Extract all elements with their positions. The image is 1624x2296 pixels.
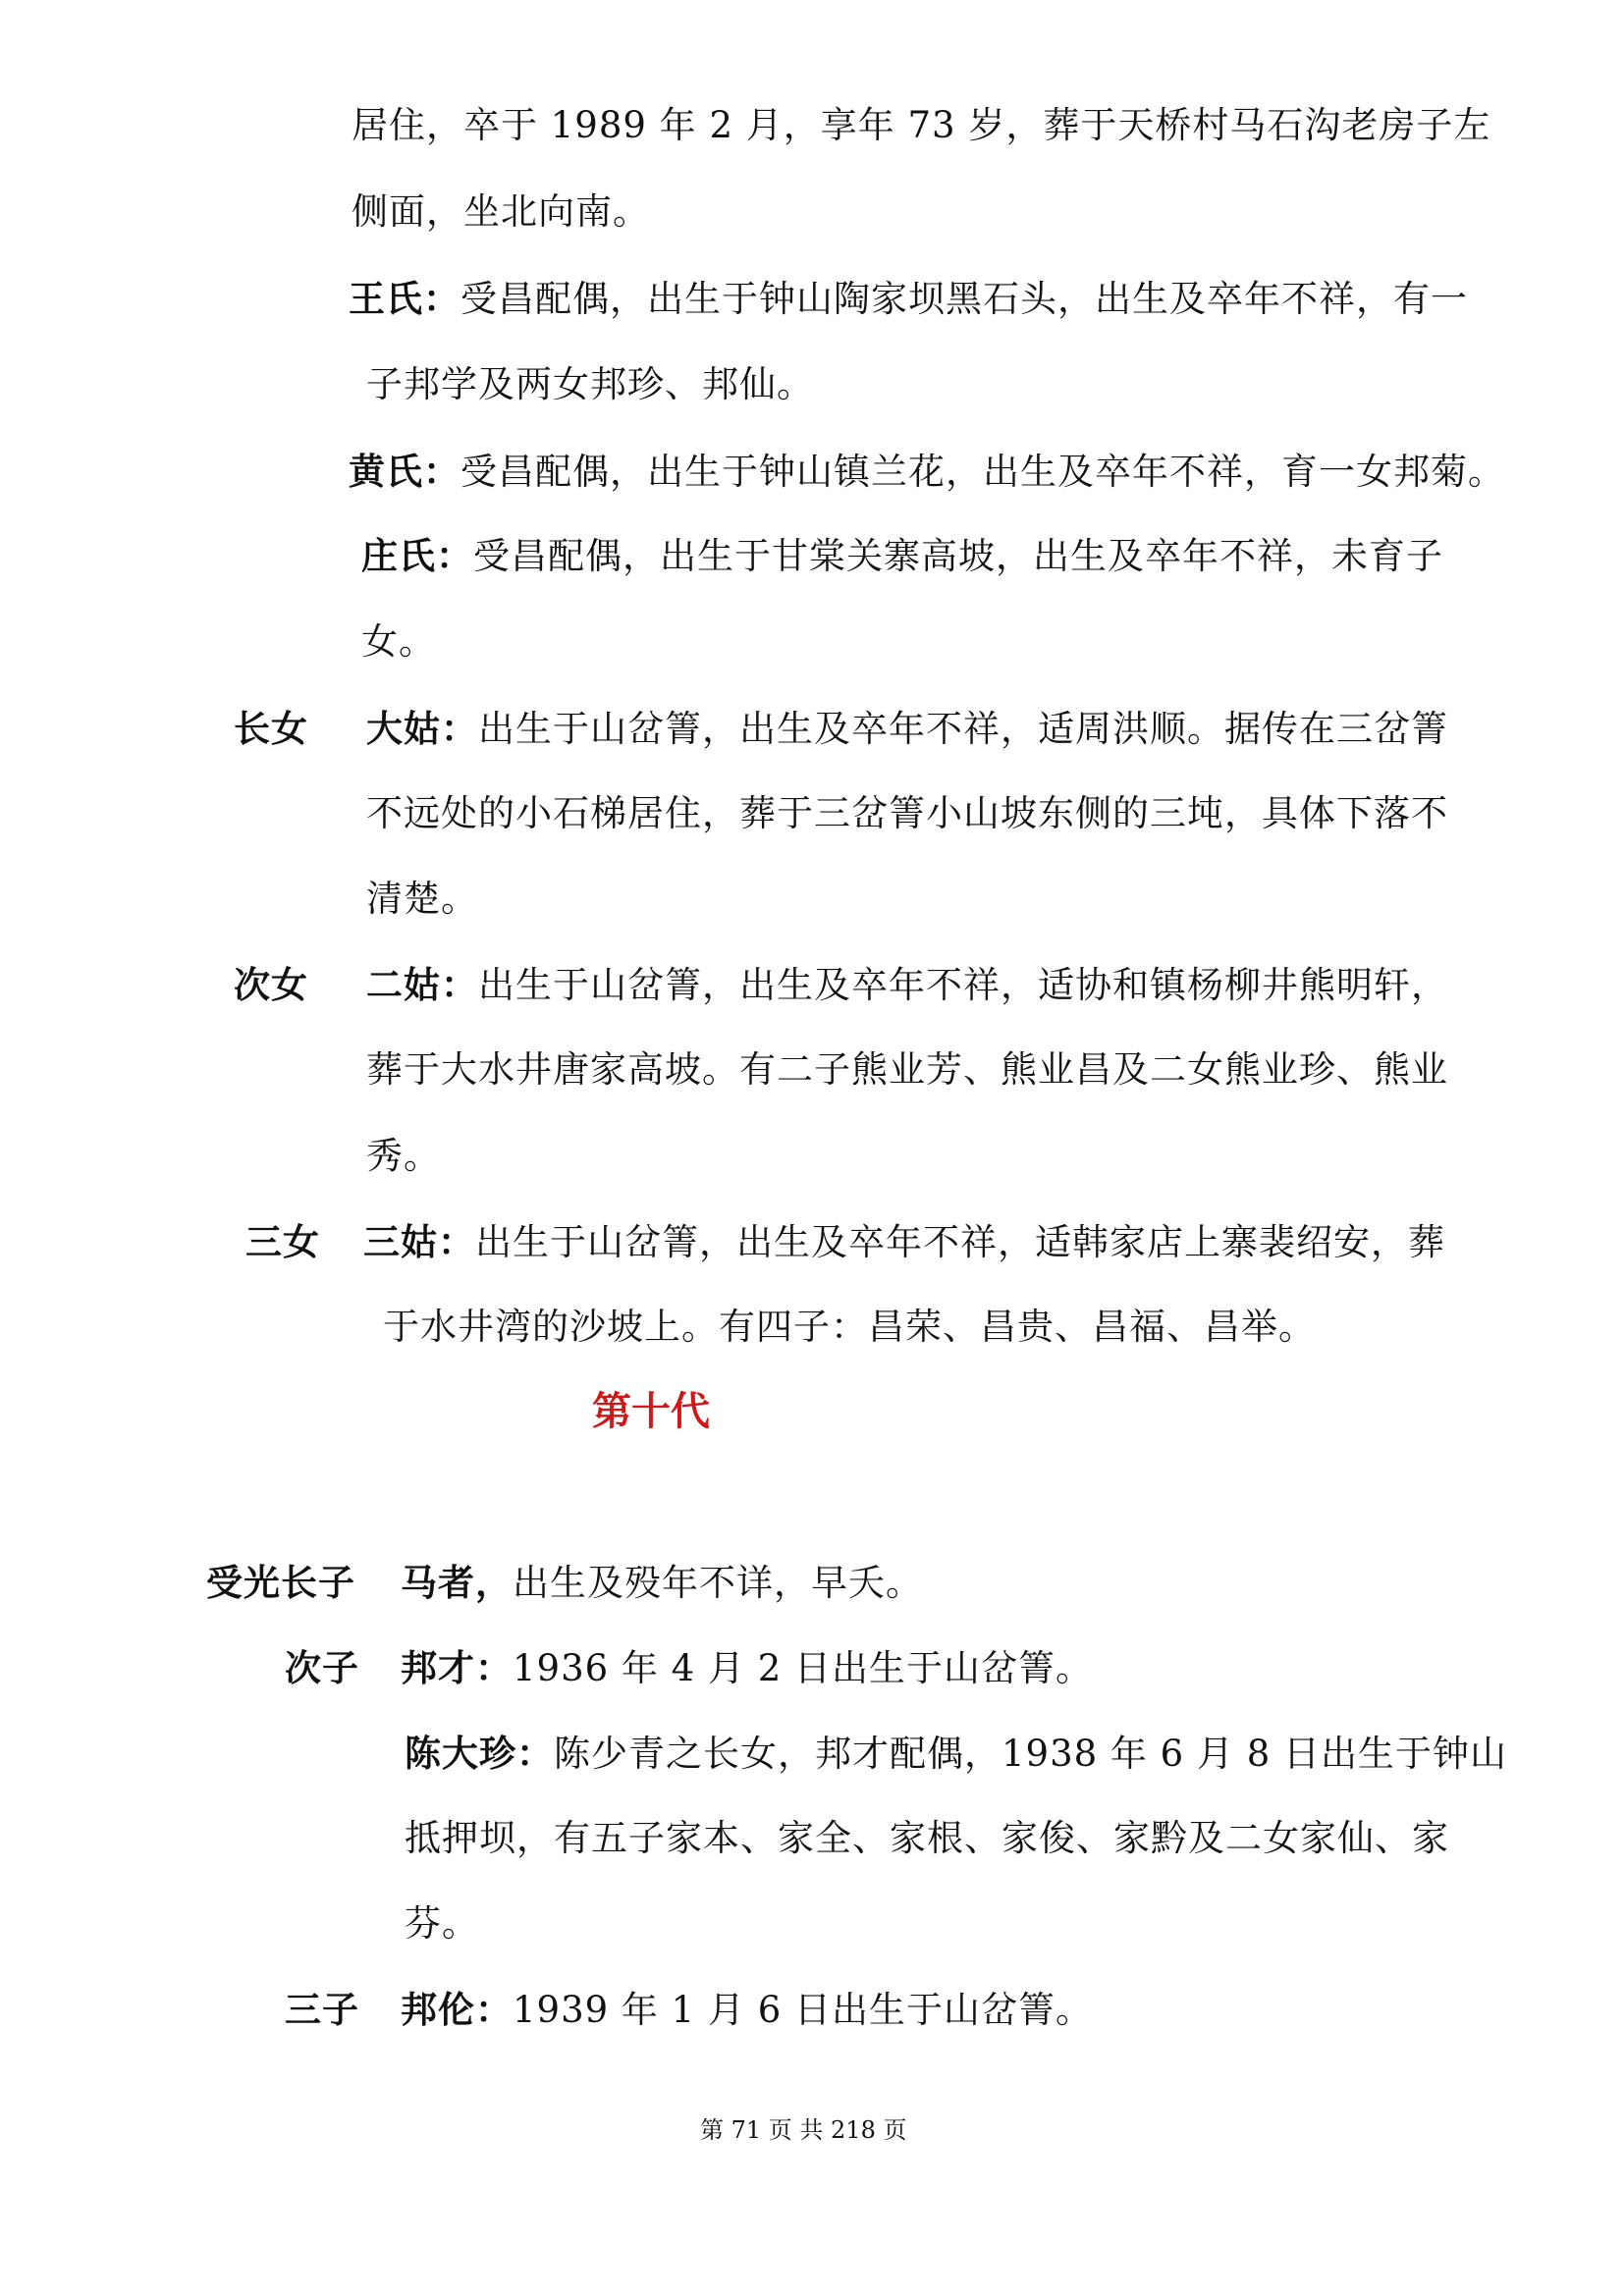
page-number: 第 71 页 共 218 页: [700, 2116, 907, 2144]
text-line: 侧面，坐北向南。: [352, 190, 650, 233]
text-line: 抵押坝，有五子家本、家全、家根、家俊、家黔及二女家仙、家: [405, 1817, 1449, 1859]
relation-label: 长女: [234, 707, 308, 750]
entry-text: 出生于山岔箐，出生及卒年不祥，适协和镇杨柳井熊明轩，: [478, 964, 1448, 1006]
entry-text: 出生及殁年不详，早夭。: [513, 1562, 923, 1604]
entry-text: 陈少青之长女，邦才配偶，1938 年 6 月 8 日出生于钟山: [554, 1733, 1508, 1775]
entry-third-daughter: [363, 1216, 1445, 1268]
relation-label: 受光长子: [206, 1561, 355, 1604]
text-line: 居住，卒于 1989 年 2 月，享年 73 岁，葬于天桥村马石沟老房子左: [352, 104, 1491, 146]
entry-label: 庄氏：: [361, 534, 473, 577]
entry-label: 邦才：: [401, 1646, 513, 1689]
entry-label: 二姑：: [366, 963, 478, 1006]
entry-text: 1939 年 1 月 6 日出生于山岔箐。: [513, 1989, 1094, 2031]
entry-label: 三姑：: [363, 1220, 475, 1263]
text-line: 芬。: [405, 1902, 479, 1945]
section-heading: 第十代: [592, 1388, 710, 1434]
entry-wang: [349, 273, 1468, 325]
entry-label: 邦伦：: [401, 1988, 513, 2031]
entry-label: 陈大珍：: [405, 1732, 554, 1775]
entry-eldest-daughter: [366, 703, 1448, 755]
entry-huang: [349, 446, 1505, 498]
entry-text: 出生于山岔箐，出生及卒年不祥，适韩家店上寨裴绍安，葬: [475, 1221, 1445, 1263]
entry-label: 黄氏：: [349, 450, 460, 493]
text-line: 女。: [361, 620, 436, 663]
entry-chen-dazhen: [405, 1728, 1507, 1780]
entry-third-son: [401, 1984, 1093, 2036]
entry-text: 1936 年 4 月 2 日出生于山岔箐。: [513, 1647, 1094, 1689]
entry-second-son: [401, 1642, 1093, 1694]
text-line: 子邦学及两女邦珍、邦仙。: [366, 363, 814, 405]
entry-label: 马者，: [401, 1561, 513, 1604]
relation-label: 次女: [234, 963, 308, 1006]
relation-label: 次子: [285, 1646, 359, 1689]
text-line: 不远处的小石梯居住，葬于三岔箐小山坡东侧的三坉，具体下落不: [366, 792, 1448, 834]
text-line: 秀。: [366, 1135, 441, 1177]
entry-text: 受昌配偶，出生于钟山镇兰花，出生及卒年不祥，育一女邦菊。: [460, 451, 1505, 493]
relation-label: 三子: [285, 1988, 359, 2031]
entry-text: 受昌配偶，出生于甘棠关寨高坡，出生及卒年不祥，未育子: [473, 535, 1443, 577]
entry-text: 出生于山岔箐，出生及卒年不祥，适周洪顺。据传在三岔箐: [478, 708, 1448, 750]
entry-text: 受昌配偶，出生于钟山陶家坝黑石头，出生及卒年不祥，有一: [460, 278, 1468, 320]
entry-label: 王氏：: [349, 277, 460, 320]
entry-zhuang: [361, 530, 1443, 582]
entry-second-daughter: [366, 959, 1448, 1011]
relation-label: 三女: [245, 1220, 320, 1263]
entry-eldest-son: [401, 1557, 923, 1609]
entry-label: 大姑：: [366, 707, 478, 750]
text-line: 于水井湾的沙坡上。有四子：昌荣、昌贵、昌福、昌举。: [383, 1306, 1316, 1348]
text-line: 葬于大水井唐家高坡。有二子熊业芳、熊业昌及二女熊业珍、熊业: [366, 1048, 1448, 1091]
text-line: 清楚。: [366, 878, 478, 920]
